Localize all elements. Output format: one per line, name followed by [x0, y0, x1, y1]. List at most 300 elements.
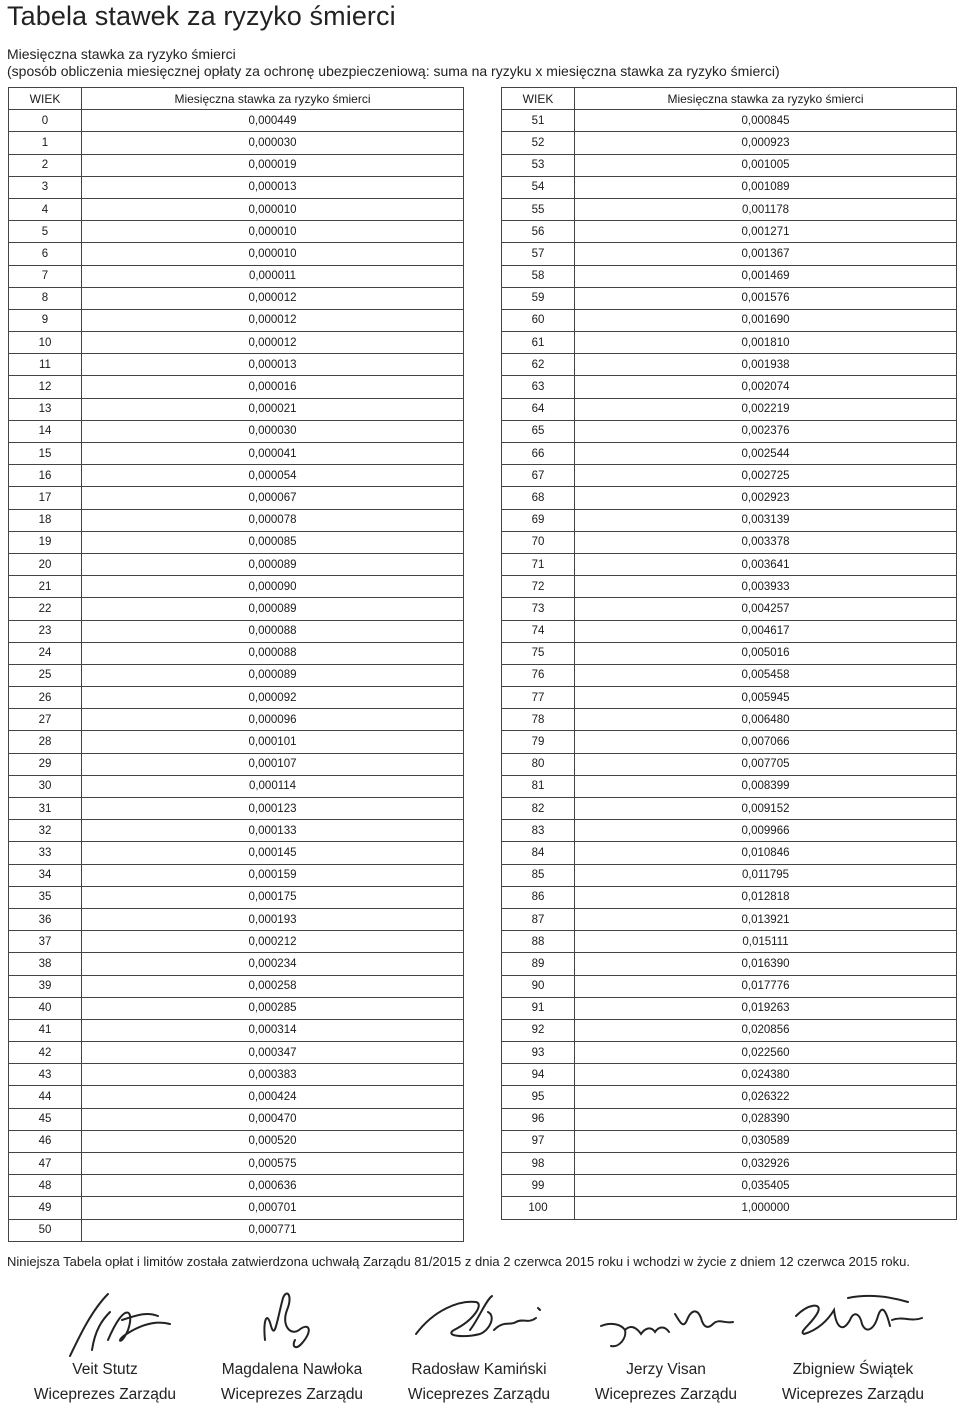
rate-cell: 0,000923: [575, 132, 957, 154]
table-row: [502, 975, 957, 997]
age-cell: 31: [9, 798, 82, 820]
rate-cell: 0,000234: [82, 953, 464, 975]
age-cell: 34: [9, 864, 82, 886]
rate-cell: 0,003139: [575, 509, 957, 531]
header-age: WIEK: [9, 88, 82, 110]
rate-cell: 0,000011: [82, 265, 464, 287]
rate-cell: 0,000701: [82, 1197, 464, 1219]
rate-cell: 0,000010: [82, 198, 464, 220]
table-row: [9, 775, 464, 797]
rate-cell: 0,000012: [82, 287, 464, 309]
table-row: [9, 221, 464, 243]
table-row: [502, 154, 957, 176]
rate-cell: 0,004257: [575, 598, 957, 620]
table-row: [9, 731, 464, 753]
table-row: [502, 953, 957, 975]
rate-cell: 0,019263: [575, 997, 957, 1019]
age-cell: 97: [502, 1130, 575, 1152]
table-header-row: [9, 88, 464, 110]
table-row: [502, 842, 957, 864]
age-cell: 83: [502, 820, 575, 842]
age-cell: 24: [9, 642, 82, 664]
rate-cell: 0,000133: [82, 820, 464, 842]
rate-cell: 0,000424: [82, 1086, 464, 1108]
rate-cell: 0,006480: [575, 709, 957, 731]
signatory-name: Magdalena Nawłoka: [221, 1361, 363, 1378]
rate-cell: 0,032926: [575, 1153, 957, 1175]
table-row: [9, 576, 464, 598]
age-cell: 35: [9, 886, 82, 908]
table-row: [9, 332, 464, 354]
table-row: [9, 709, 464, 731]
table-row: [502, 265, 957, 287]
table-row: [502, 775, 957, 797]
signatory-role: Wiceprezes Zarządu: [407, 1386, 551, 1403]
signatory-name: Veit Stutz: [72, 1361, 138, 1378]
table-row: [502, 1153, 957, 1175]
age-cell: 30: [9, 775, 82, 797]
rate-cell: 0,000145: [82, 842, 464, 864]
age-cell: 7: [9, 265, 82, 287]
rate-cell: 0,020856: [575, 1019, 957, 1041]
table-row: [502, 420, 957, 442]
rate-cell: 0,003378: [575, 531, 957, 553]
age-cell: 47: [9, 1153, 82, 1175]
age-cell: 62: [502, 354, 575, 376]
age-cell: 90: [502, 975, 575, 997]
age-cell: 93: [502, 1042, 575, 1064]
age-cell: 63: [502, 376, 575, 398]
table-row: [9, 110, 464, 132]
rate-cell: 0,003933: [575, 576, 957, 598]
rate-cell: 0,022560: [575, 1042, 957, 1064]
rate-cell: 0,000089: [82, 553, 464, 575]
age-cell: 60: [502, 309, 575, 331]
rate-cell: 0,004617: [575, 620, 957, 642]
rate-cell: 0,001367: [575, 243, 957, 265]
rate-cell: 0,024380: [575, 1064, 957, 1086]
table-row: [9, 864, 464, 886]
signatory-role: Wiceprezes Zarządu: [781, 1386, 925, 1403]
table-row: [502, 731, 957, 753]
table-row: [502, 1108, 957, 1130]
table-row: [9, 531, 464, 553]
rate-cell: 0,000085: [82, 531, 464, 553]
subtitle-line-1: Miesięczna stawka za ryzyko śmierci: [7, 46, 236, 62]
table-row: [9, 997, 464, 1019]
rate-cell: 0,001810: [575, 332, 957, 354]
age-cell: 38: [9, 953, 82, 975]
table-header-row: [502, 88, 957, 110]
age-cell: 21: [9, 576, 82, 598]
table-row: [502, 709, 957, 731]
table-row: [9, 931, 464, 953]
age-cell: 0: [9, 110, 82, 132]
rate-cell: 0,000030: [82, 132, 464, 154]
table-row: [502, 553, 957, 575]
rate-cell: 0,000636: [82, 1175, 464, 1197]
table-row: [9, 243, 464, 265]
table-row: [502, 1175, 957, 1197]
age-cell: 99: [502, 1175, 575, 1197]
age-cell: 43: [9, 1064, 82, 1086]
table-row: [9, 398, 464, 420]
table-row: [9, 1175, 464, 1197]
table-row: [502, 465, 957, 487]
age-cell: 70: [502, 531, 575, 553]
rate-cell: 0,000193: [82, 908, 464, 930]
age-cell: 48: [9, 1175, 82, 1197]
rate-cell: 0,002219: [575, 398, 957, 420]
rate-cell: 0,005016: [575, 642, 957, 664]
rate-cell: 0,000054: [82, 465, 464, 487]
age-cell: 91: [502, 997, 575, 1019]
header-rate: Miesięczna stawka za ryzyko śmierci: [575, 88, 957, 110]
rate-cell: 0,000088: [82, 642, 464, 664]
age-cell: 44: [9, 1086, 82, 1108]
table-row: [9, 642, 464, 664]
age-cell: 40: [9, 997, 82, 1019]
table-row: [9, 687, 464, 709]
rate-cell: 0,000347: [82, 1042, 464, 1064]
rate-table-right: [501, 87, 957, 1220]
rate-cell: 0,000123: [82, 798, 464, 820]
signatory-role: Wiceprezes Zarządu: [33, 1386, 177, 1403]
rate-cell: 0,001576: [575, 287, 957, 309]
rate-cell: 0,009966: [575, 820, 957, 842]
age-cell: 25: [9, 664, 82, 686]
age-cell: 58: [502, 265, 575, 287]
age-cell: 27: [9, 709, 82, 731]
age-cell: 36: [9, 908, 82, 930]
age-cell: 95: [502, 1086, 575, 1108]
table-row: [502, 332, 957, 354]
age-cell: 4: [9, 198, 82, 220]
rate-cell: 0,001178: [575, 198, 957, 220]
rate-cell: 0,000088: [82, 620, 464, 642]
table-row: [502, 997, 957, 1019]
table-row: [502, 376, 957, 398]
table-row: [502, 753, 957, 775]
rate-cell: 0,028390: [575, 1108, 957, 1130]
rate-cell: 0,000092: [82, 687, 464, 709]
age-cell: 52: [502, 132, 575, 154]
table-row: [9, 487, 464, 509]
rate-cell: 0,002376: [575, 420, 957, 442]
rate-cell: 0,001005: [575, 154, 957, 176]
age-cell: 56: [502, 221, 575, 243]
handwritten-signature-icon: [217, 1290, 367, 1358]
age-cell: 74: [502, 620, 575, 642]
handwritten-signature-icon: [778, 1290, 928, 1358]
age-cell: 16: [9, 465, 82, 487]
rate-cell: 0,000314: [82, 1019, 464, 1041]
age-cell: 96: [502, 1108, 575, 1130]
age-cell: 5: [9, 221, 82, 243]
table-row: [502, 110, 957, 132]
age-cell: 53: [502, 154, 575, 176]
rate-cell: 0,030589: [575, 1130, 957, 1152]
age-cell: 98: [502, 1153, 575, 1175]
table-row: [9, 908, 464, 930]
age-cell: 15: [9, 443, 82, 465]
rate-cell: 0,000159: [82, 864, 464, 886]
table-row: [502, 132, 957, 154]
table-row: [9, 465, 464, 487]
rate-cell: 0,007705: [575, 753, 957, 775]
age-cell: 42: [9, 1042, 82, 1064]
rate-cell: 0,000383: [82, 1064, 464, 1086]
header-age: WIEK: [502, 88, 575, 110]
age-cell: 29: [9, 753, 82, 775]
table-row: [502, 1130, 957, 1152]
table-row: [502, 1086, 957, 1108]
age-cell: 64: [502, 398, 575, 420]
age-cell: 14: [9, 420, 82, 442]
table-row: [9, 354, 464, 376]
age-cell: 73: [502, 598, 575, 620]
page-subtitle: [7, 46, 780, 80]
age-cell: 28: [9, 731, 82, 753]
signatory-4: [576, 1290, 756, 1405]
rate-cell: 1,000000: [575, 1197, 957, 1219]
rate-cell: 0,000013: [82, 176, 464, 198]
age-cell: 69: [502, 509, 575, 531]
table-row: [502, 509, 957, 531]
age-cell: 77: [502, 687, 575, 709]
table-row: [9, 664, 464, 686]
table-row: [9, 553, 464, 575]
rate-cell: 0,002923: [575, 487, 957, 509]
table-row: [9, 443, 464, 465]
table-row: [9, 1130, 464, 1152]
table-row: [502, 309, 957, 331]
age-cell: 50: [9, 1219, 82, 1241]
age-cell: 45: [9, 1108, 82, 1130]
rate-cell: 0,001938: [575, 354, 957, 376]
age-cell: 85: [502, 864, 575, 886]
rate-cell: 0,001690: [575, 309, 957, 331]
age-cell: 94: [502, 1064, 575, 1086]
age-cell: 37: [9, 931, 82, 953]
rate-cell: 0,000258: [82, 975, 464, 997]
age-cell: 80: [502, 753, 575, 775]
age-cell: 32: [9, 820, 82, 842]
age-cell: 18: [9, 509, 82, 531]
rate-cell: 0,000012: [82, 332, 464, 354]
rate-cell: 0,000089: [82, 598, 464, 620]
rate-cell: 0,002544: [575, 443, 957, 465]
handwritten-signature-icon: [404, 1290, 554, 1358]
rate-cell: 0,000101: [82, 731, 464, 753]
rate-cell: 0,000019: [82, 154, 464, 176]
rate-cell: 0,000090: [82, 576, 464, 598]
rate-cell: 0,005458: [575, 664, 957, 686]
rate-cell: 0,000845: [575, 110, 957, 132]
table-row: [502, 908, 957, 930]
rate-cell: 0,035405: [575, 1175, 957, 1197]
age-cell: 49: [9, 1197, 82, 1219]
rate-cell: 0,015111: [575, 931, 957, 953]
table-row: [9, 753, 464, 775]
table-row: [9, 953, 464, 975]
rate-cell: 0,026322: [575, 1086, 957, 1108]
age-cell: 22: [9, 598, 82, 620]
table-row: [502, 664, 957, 686]
table-row: [9, 1086, 464, 1108]
age-cell: 17: [9, 487, 82, 509]
approval-footnote: Niniejsza Tabela opłat i limitów została zatwierdzona uchwałą Zarządu 81/2015 z dnia 2 czerwca 2015 roku i wchodzi w życie z dniem 12 czerwca 2015 roku.: [7, 1254, 910, 1269]
rate-cell: 0,010846: [575, 842, 957, 864]
table-row: [9, 132, 464, 154]
signatory-5: [763, 1290, 943, 1405]
table-row: [9, 620, 464, 642]
rate-cell: 0,000021: [82, 398, 464, 420]
table-row: [502, 864, 957, 886]
rate-cell: 0,012818: [575, 886, 957, 908]
age-cell: 86: [502, 886, 575, 908]
table-row: [502, 620, 957, 642]
table-row: [9, 598, 464, 620]
table-row: [9, 176, 464, 198]
age-cell: 61: [502, 332, 575, 354]
signatory-2: [202, 1290, 382, 1405]
rate-cell: 0,000096: [82, 709, 464, 731]
table-row: [502, 531, 957, 553]
rate-cell: 0,000078: [82, 509, 464, 531]
table-row: [502, 243, 957, 265]
age-cell: 26: [9, 687, 82, 709]
table-row: [502, 598, 957, 620]
age-cell: 100: [502, 1197, 575, 1219]
rate-cell: 0,013921: [575, 908, 957, 930]
age-cell: 79: [502, 731, 575, 753]
rate-cell: 0,001469: [575, 265, 957, 287]
age-cell: 6: [9, 243, 82, 265]
rate-cell: 0,000013: [82, 354, 464, 376]
handwritten-signature-icon: [30, 1290, 180, 1358]
rate-cell: 0,000285: [82, 997, 464, 1019]
table-row: [9, 1197, 464, 1219]
table-row: [9, 420, 464, 442]
rate-cell: 0,007066: [575, 731, 957, 753]
age-cell: 82: [502, 798, 575, 820]
table-row: [502, 443, 957, 465]
age-cell: 11: [9, 354, 82, 376]
table-row: [502, 287, 957, 309]
age-cell: 65: [502, 420, 575, 442]
age-cell: 88: [502, 931, 575, 953]
age-cell: 19: [9, 531, 82, 553]
table-row: [9, 820, 464, 842]
subtitle-line-2: (sposób obliczenia miesięcznej opłaty za ochronę ubezpieczeniową: suma na ryzyku x miesięczna stawka za ryzyko śmierci): [7, 63, 780, 79]
age-cell: 76: [502, 664, 575, 686]
rate-cell: 0,009152: [575, 798, 957, 820]
rate-cell: 0,000041: [82, 443, 464, 465]
table-row: [9, 309, 464, 331]
rate-cell: 0,000771: [82, 1219, 464, 1241]
rate-cell: 0,000520: [82, 1130, 464, 1152]
table-row: [502, 886, 957, 908]
age-cell: 10: [9, 332, 82, 354]
age-cell: 81: [502, 775, 575, 797]
table-row: [9, 198, 464, 220]
age-cell: 66: [502, 443, 575, 465]
table-row: [9, 154, 464, 176]
rate-cell: 0,000449: [82, 110, 464, 132]
signatory-role: Wiceprezes Zarządu: [220, 1386, 364, 1403]
rate-cell: 0,000030: [82, 420, 464, 442]
signatory-name: Zbigniew Świątek: [792, 1361, 914, 1378]
rate-cell: 0,005945: [575, 687, 957, 709]
table-row: [9, 1219, 464, 1241]
header-rate: Miesięczna stawka za ryzyko śmierci: [82, 88, 464, 110]
rate-cell: 0,000175: [82, 886, 464, 908]
age-cell: 39: [9, 975, 82, 997]
age-cell: 84: [502, 842, 575, 864]
rate-cell: 0,001089: [575, 176, 957, 198]
rate-cell: 0,000212: [82, 931, 464, 953]
age-cell: 68: [502, 487, 575, 509]
age-cell: 51: [502, 110, 575, 132]
rate-cell: 0,011795: [575, 864, 957, 886]
table-row: [502, 931, 957, 953]
table-row: [9, 798, 464, 820]
age-cell: 78: [502, 709, 575, 731]
rate-cell: 0,002725: [575, 465, 957, 487]
age-cell: 89: [502, 953, 575, 975]
age-cell: 92: [502, 1019, 575, 1041]
table-row: [9, 975, 464, 997]
rate-cell: 0,000575: [82, 1153, 464, 1175]
rate-cell: 0,000012: [82, 309, 464, 331]
rate-cell: 0,000470: [82, 1108, 464, 1130]
rate-cell: 0,000016: [82, 376, 464, 398]
age-cell: 20: [9, 553, 82, 575]
table-row: [9, 265, 464, 287]
table-row: [502, 1197, 957, 1219]
rate-cell: 0,017776: [575, 975, 957, 997]
table-row: [502, 687, 957, 709]
table-row: [502, 642, 957, 664]
table-row: [9, 287, 464, 309]
table-row: [502, 798, 957, 820]
rate-cell: 0,000114: [82, 775, 464, 797]
rate-cell: 0,008399: [575, 775, 957, 797]
rate-cell: 0,000107: [82, 753, 464, 775]
rate-cell: 0,016390: [575, 953, 957, 975]
rate-table-left: [8, 87, 464, 1242]
table-row: [502, 1064, 957, 1086]
age-cell: 1: [9, 132, 82, 154]
age-cell: 57: [502, 243, 575, 265]
table-row: [9, 1108, 464, 1130]
age-cell: 3: [9, 176, 82, 198]
age-cell: 8: [9, 287, 82, 309]
age-cell: 46: [9, 1130, 82, 1152]
table-row: [502, 221, 957, 243]
table-row: [9, 886, 464, 908]
table-row: [502, 354, 957, 376]
rate-cell: 0,000010: [82, 221, 464, 243]
age-cell: 41: [9, 1019, 82, 1041]
signatory-role: Wiceprezes Zarządu: [594, 1386, 738, 1403]
age-cell: 72: [502, 576, 575, 598]
signatory-1: [15, 1290, 195, 1405]
table-row: [9, 376, 464, 398]
signatory-3: [389, 1290, 569, 1405]
age-cell: 54: [502, 176, 575, 198]
